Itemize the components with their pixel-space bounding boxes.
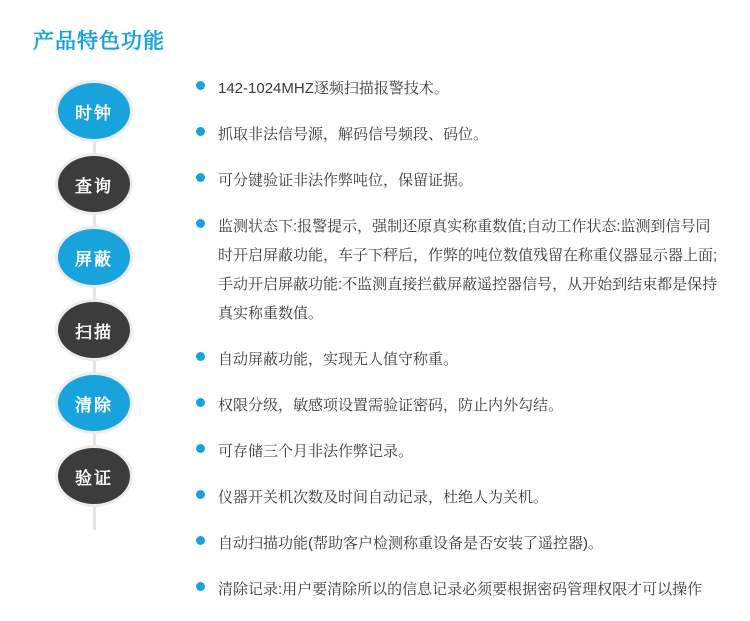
feature-text: 142-1024MHZ逐频扫描报警技术。 [218, 80, 449, 97]
pill-menu-item[interactable] [55, 445, 165, 518]
list-item [196, 120, 721, 149]
list-item [196, 166, 721, 195]
bullet-dot-icon [196, 173, 205, 182]
list-item [196, 437, 721, 466]
feature-text: 监测状态下:报警提示，强制还原真实称重数值;自动工作状态:监测到信号同时开启屏蔽功能，车子下秤后，作弊的吨位数值残留在称重仪器显示器上面;手动开启屏蔽功能:不监测直接拦截屏蔽遥控器信号，从开始到结束都是保持真实称重数值。 [218, 218, 718, 322]
bullet-dot-icon [196, 536, 205, 545]
page-title: 产品特色功能 [33, 30, 165, 53]
pill-scan[interactable] [55, 299, 133, 361]
bullet-dot-icon [196, 398, 205, 407]
pill-menu [55, 80, 165, 518]
pill-shield[interactable] [55, 226, 133, 288]
pill-verify[interactable] [55, 445, 133, 507]
feature-text: 自动扫描功能(帮助客户检测称重设备是否安装了遥控器)。 [218, 535, 603, 552]
pill-menu-item[interactable] [55, 226, 165, 299]
list-item [196, 345, 721, 374]
bullet-dot-icon [196, 490, 205, 499]
feature-text: 清除记录:用户要清除所以的信息记录必须要根据密码管理权限才可以操作 [218, 581, 703, 598]
pill-label: 验证 [75, 468, 113, 488]
bullet-dot-icon [196, 127, 205, 136]
list-item [196, 391, 721, 420]
bullet-dot-icon [196, 219, 205, 228]
pill-label: 查询 [75, 176, 113, 196]
bullet-dot-icon [196, 444, 205, 453]
list-item [196, 74, 721, 103]
pill-label: 屏蔽 [75, 249, 113, 269]
feature-text: 仪器开关机次数及时间自动记录，杜绝人为关机。 [218, 489, 549, 506]
feature-text: 自动屏蔽功能，实现无人值守称重。 [218, 351, 459, 368]
pill-menu-item[interactable] [55, 299, 165, 372]
feature-text: 抓取非法信号源，解码信号频段、码位。 [218, 126, 489, 143]
pill-menu-item[interactable] [55, 153, 165, 226]
pill-query[interactable] [55, 153, 133, 215]
bullet-dot-icon [196, 81, 205, 90]
bullet-dot-icon [196, 352, 205, 361]
feature-text: 可分键验证非法作弊吨位，保留证据。 [218, 172, 474, 189]
list-item [196, 529, 721, 558]
pill-menu-item[interactable] [55, 372, 165, 445]
pill-label: 扫描 [75, 322, 113, 342]
feature-list [196, 74, 721, 621]
pill-clear[interactable] [55, 372, 133, 434]
feature-text: 可存储三个月非法作弊记录。 [218, 443, 414, 460]
feature-text: 权限分级，敏感项设置需验证密码，防止内外勾结。 [218, 397, 564, 414]
pill-clock[interactable] [55, 80, 133, 142]
list-item [196, 575, 721, 604]
bullet-dot-icon [196, 582, 205, 591]
pill-label: 时钟 [75, 103, 113, 123]
pill-label: 清除 [75, 395, 113, 415]
list-item [196, 483, 721, 512]
list-item [196, 212, 721, 328]
pill-menu-item[interactable] [55, 80, 165, 153]
